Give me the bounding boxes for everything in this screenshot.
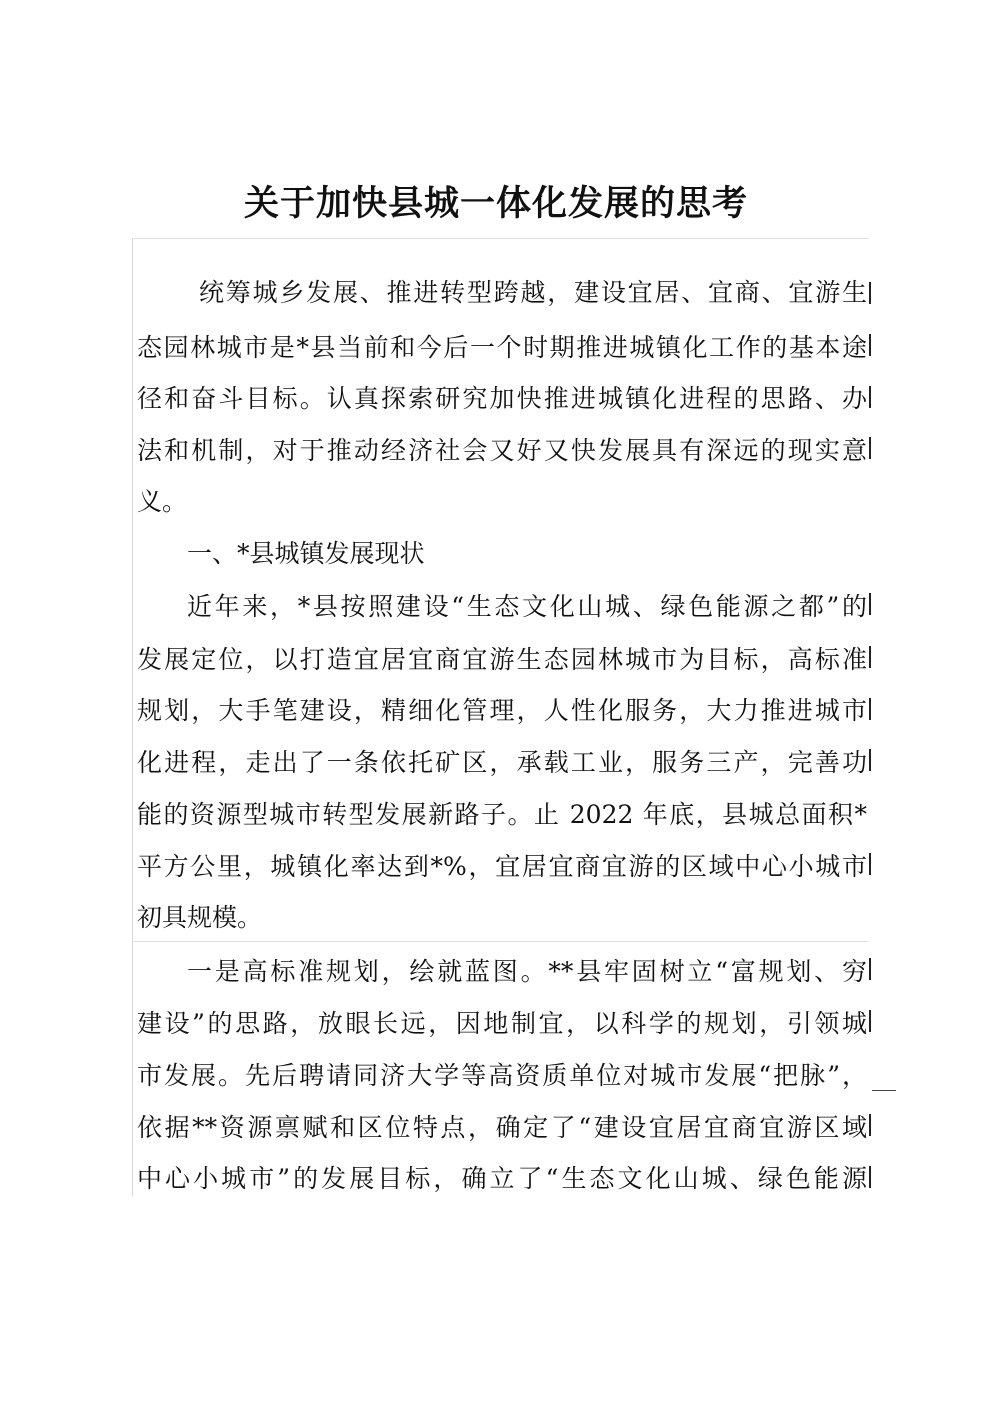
line-overflow-tick (872, 1090, 896, 1091)
line-end-marker (869, 386, 871, 408)
line-end-marker (869, 1166, 871, 1188)
text-line: 建设”的思路，放眼长远，因地制宜，以科学的规划，引领城 (137, 1009, 867, 1038)
text-line: 市发展。先后聘请同济大学等高资质单位对城市发展“把脉”， (137, 1061, 867, 1090)
line-end-marker (869, 1010, 871, 1032)
paragraph-guide-top (132, 238, 869, 239)
text-line: 化进程，走出了一条依托矿区，承载工业，服务三产，完善功 (137, 748, 867, 777)
text-line: 发展定位，以打造宜居宜商宜游生态园林城市为目标，高标准 (137, 645, 867, 674)
text-line: 初具规模。 (137, 903, 263, 932)
line-end-marker (869, 437, 871, 459)
line-end-marker (869, 698, 871, 720)
text-line: 一是高标准规划，绘就蓝图。**县牢固树立“富规划、穷 (187, 957, 867, 986)
text-line: 态园林城市是*县当前和今后一个时期推进城镇化工作的基本途 (137, 333, 867, 362)
text-line: 中心小城市”的发展目标，确立了“生态文化山城、绿色能源 (137, 1164, 867, 1193)
text-line: 能的资源型城市转型发展新路子。止 2022 年底，县城总面积* (137, 800, 867, 829)
line-end-marker (869, 334, 871, 356)
text-line: 规划，大手笔建设，精细化管理，人性化服务，大力推进城市 (137, 696, 867, 725)
text-line: 义。 (137, 487, 188, 516)
text-line: 法和机制，对于推动经济社会又好又快发展具有深远的现实意 (137, 436, 867, 465)
line-end-marker (869, 646, 871, 668)
text-line: 径和奋斗目标。认真探索研究加快推进城镇化进程的思路、办 (137, 384, 867, 413)
line-end-marker (869, 958, 871, 980)
line-end-marker (869, 593, 871, 615)
text-line: 统筹城乡发展、推进转型跨越，建设宜居、宜商、宜游生 (199, 278, 867, 307)
line-end-marker (869, 749, 871, 771)
section-heading-text: 一、*县城镇发展现状 (187, 539, 425, 568)
text-line: 依据**资源禀赋和区位特点，确定了“建设宜居宜商宜游区域 (137, 1113, 867, 1142)
line-end-marker (869, 282, 871, 304)
line-end-marker (869, 853, 871, 875)
document-title: 关于加快县城一体化发展的思考 (243, 184, 748, 224)
left-margin-guide (132, 238, 133, 1196)
text-line: 平方公里，城镇化率达到*%，宜居宜商宜游的区域中心小城市 (137, 852, 867, 881)
line-end-marker (869, 1114, 871, 1136)
text-line: 近年来，*县按照建设“生态文化山城、绿色能源之都”的 (187, 592, 867, 621)
